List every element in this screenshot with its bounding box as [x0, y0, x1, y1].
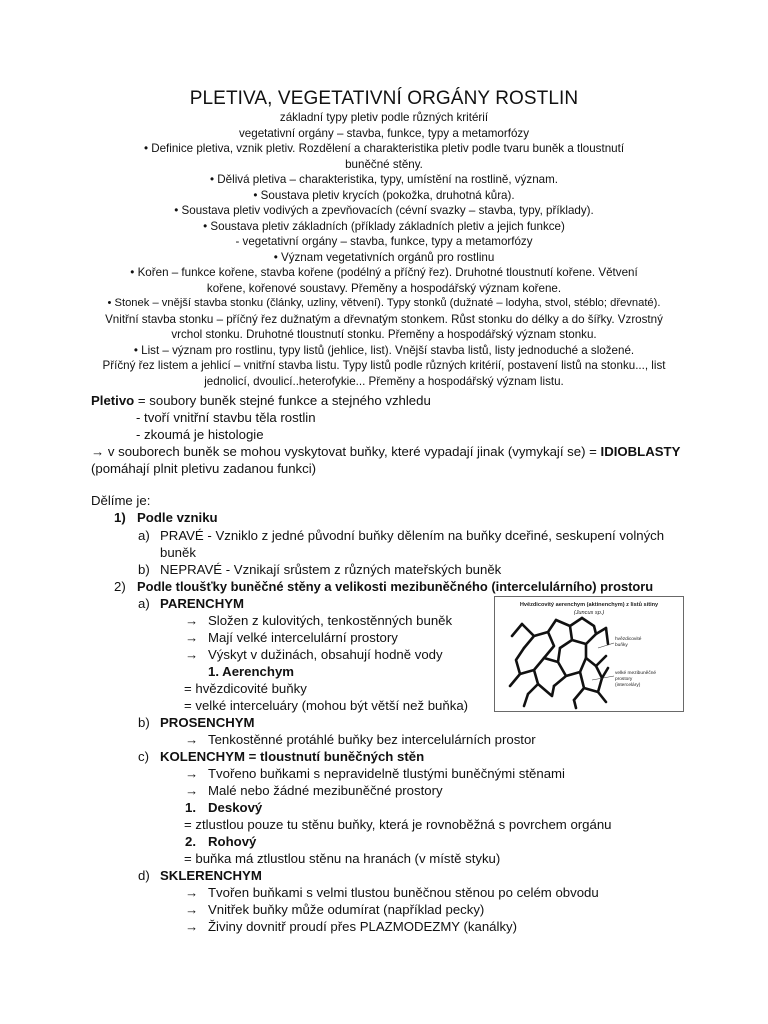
- list-item: Vnitřek buňky může odumírat (například pecky): [208, 902, 485, 917]
- page-title: PLETIVA, VEGETATIVNÍ ORGÁNY ROSTLIN: [189, 88, 579, 109]
- list-letter: b): [138, 562, 150, 577]
- list-item: Malé nebo žádné mezibuněčné prostory: [208, 783, 443, 798]
- syllabus-line: jednolicí, dvoulicí..heterofykie... Přeměny a hospodářský význam listu.: [204, 374, 564, 388]
- figure-caption: Hvězdicovitý aerenchym (aktinenchym) z listů sítiny: [519, 602, 659, 608]
- arrow-icon: →: [185, 902, 199, 917]
- arrow-icon: →: [185, 766, 199, 781]
- figure-label: (interceláry): [615, 683, 641, 688]
- definition-line: - tvoří vnitřní stavbu těla rostlin: [136, 410, 316, 425]
- definition-line: - zkoumá je histologie: [136, 427, 264, 442]
- list-letter: b): [138, 715, 150, 730]
- list-letter: d): [138, 868, 150, 883]
- syllabus-line: - vegetativní orgány – stavba, funkce, typy a metamorfózy: [235, 235, 533, 248]
- list-item: = hvězdicovité buňky: [184, 681, 307, 696]
- arrow-icon: →: [185, 647, 199, 662]
- syllabus-line: • Soustava pletiv krycích (pokožka, druhotná kůra).: [253, 188, 515, 202]
- idioblast-term: IDIOBLASTY: [600, 444, 681, 459]
- section-number: 1): [114, 510, 126, 525]
- list-item: Tvořen buňkami s velmi tlustou buněčnou stěnou po celém obvodu: [208, 885, 599, 900]
- aerenchyma-illustration: [494, 596, 684, 712]
- sub-item-heading: Deskový: [208, 800, 263, 815]
- figure-label: hvězdicovité: [615, 637, 642, 642]
- section-number: 2): [114, 579, 126, 594]
- figure-label: prostory: [615, 677, 633, 682]
- sub-item-heading: 1. Aerenchym: [208, 664, 295, 679]
- syllabus-line: • Soustava pletiv základních (příklady základních pletiv a jejich funkce): [203, 219, 565, 233]
- syllabus-line: vegetativní orgány – stavba, funkce, typy a metamorfózy: [239, 126, 529, 140]
- arrow-icon: →: [185, 732, 199, 747]
- idioblast-line: [91, 443, 680, 460]
- subsection-heading: KOLENCHYM = tloustnutí buněčných stěn: [160, 749, 425, 764]
- idioblast-text: → v souborech buněk se mohou vyskytovat buňky, které vypadají jinak (vymykají se) =: [91, 444, 601, 459]
- list-letter: a): [138, 528, 150, 543]
- definition-line: [91, 392, 431, 409]
- syllabus-line: vrchol stonku. Druhotné tloustnutí stonku. Přeměny a hospodářský význam stonku.: [171, 328, 597, 341]
- syllabus-line: základní typy pletiv podle různých kritérií: [279, 111, 489, 124]
- definition-term: Pletivo: [91, 393, 135, 408]
- syllabus-line: • Význam vegetativních orgánů pro rostlinu: [273, 250, 495, 264]
- syllabus-line: buněčné stěny.: [345, 157, 423, 171]
- syllabus-line: Vnitřní stavba stonku – příčný řez dužnatým a dřevnatým stonkem. Růst stonku do délky a do šířky. Vzrostný: [105, 312, 663, 326]
- list-item: Výskyt v dužinách, obsahují hodně vody: [208, 647, 443, 662]
- list-item: = ztlustlou pouze tu stěnu buňky, která je rovnoběžná s povrchem orgánu: [184, 817, 612, 832]
- figure-label: velké mezibuněčné: [615, 671, 657, 676]
- sub-item-number: 1.: [185, 800, 196, 815]
- list-item: NEPRAVÉ - Vznikají srůstem z různých mateřských buněk: [160, 562, 502, 577]
- syllabus-line: • Kořen – funkce kořene, stavba kořene (podélný a příčný řez). Druhotné tloustnutí kořene. Větvení: [130, 266, 638, 279]
- list-item: Tenkostěnné protáhlé buňky bez intercelulárních prostor: [208, 732, 536, 747]
- sub-item-heading: Rohový: [208, 834, 257, 849]
- classification-intro: Dělíme je:: [91, 493, 151, 508]
- section-heading: Podle tloušťky buněčné stěny a velikosti mezibuněčného (intercelulárního) prostoru: [137, 579, 654, 594]
- syllabus-line: • Stonek – vnější stavba stonku (články, uzliny, větvení). Typy stonků (dužnaté – lodyha, stvol, stéblo; dřevnaté).: [107, 297, 661, 309]
- arrow-icon: →: [185, 613, 199, 628]
- list-item: Živiny dovnitř proudí přes PLAZMODEZMY (kanálky): [208, 919, 518, 934]
- sub-item-number: 2.: [185, 834, 196, 849]
- subsection-heading: PARENCHYM: [160, 596, 245, 611]
- definition-line: (pomáhají plnit pletivu zadanou funkci): [91, 461, 317, 476]
- figure-caption-species: (Juncus sp.): [573, 610, 605, 616]
- syllabus-line: • Definice pletiva, vznik pletiv. Rozdělení a charakteristika pletiv podle tvaru buněk a tloustnutí: [143, 142, 625, 155]
- definition-text: = soubory buněk stejné funkce a stejného vzhledu: [134, 393, 431, 408]
- list-item: buněk: [160, 545, 196, 560]
- section-heading: Podle vzniku: [137, 510, 218, 525]
- syllabus-line: • List – význam pro rostlinu, typy listů (jehlice, list). Vnější stavba listů, listy jednoduché a složené.: [133, 343, 635, 357]
- arrow-icon: →: [185, 919, 199, 934]
- syllabus-line: Příčný řez listem a jehlicí – vnitřní stavba listu. Typy listů podle různých kritérií, postavení listů na stonku..., list: [102, 359, 666, 372]
- arrow-icon: →: [185, 885, 199, 900]
- list-item: Mají velké intercelulární prostory: [208, 630, 398, 645]
- syllabus-line: kořene, kořenové soustavy. Přeměny a hospodářský význam kořene.: [206, 281, 562, 295]
- syllabus-line: • Soustava pletiv vodivých a zpevňovacích (cévní svazky – stavba, typy, příklady).: [174, 204, 594, 217]
- list-item: Tvořeno buňkami s nepravidelně tlustými buněčnými stěnami: [208, 766, 565, 781]
- list-item: Složen z kulovitých, tenkostěnných buněk: [208, 613, 453, 628]
- list-item: PRAVÉ - Vzniklo z jedné původní buňky dělením na buňky dceřiné, seskupení volných: [160, 528, 665, 543]
- syllabus-line: • Dělivá pletiva – charakteristika, typy, umístění na rostlině, význam.: [210, 173, 558, 186]
- aerenchyma-figure: [494, 596, 684, 712]
- subsection-heading: SKLERENCHYM: [160, 868, 262, 883]
- list-letter: a): [138, 596, 150, 611]
- arrow-icon: →: [185, 630, 199, 645]
- subsection-heading: PROSENCHYM: [160, 715, 255, 730]
- list-letter: c): [138, 749, 149, 764]
- figure-label: buňky: [615, 643, 628, 648]
- list-item: = buňka má ztlustlou stěnu na hranách (v místě styku): [184, 851, 501, 866]
- list-item: = velké interceluáry (mohou být větší než buňka): [184, 698, 469, 713]
- arrow-icon: →: [185, 783, 199, 798]
